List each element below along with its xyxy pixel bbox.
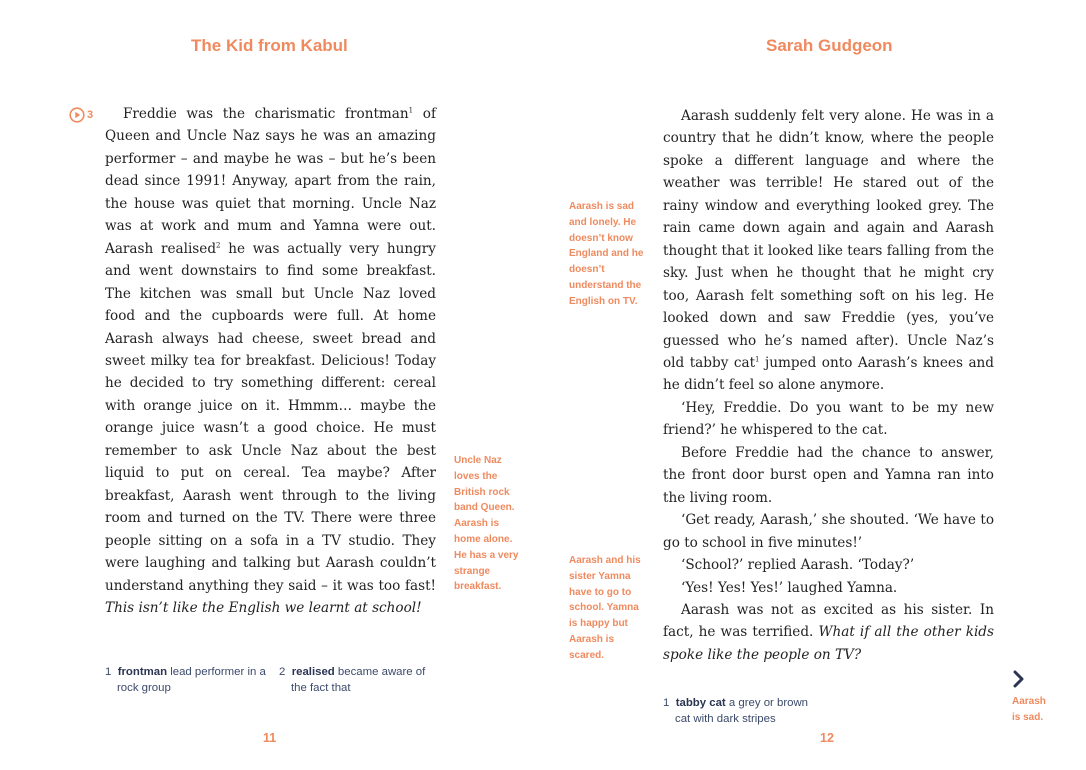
footnote-realised (279, 664, 439, 696)
margin-note-lonely: Aarash is sad and lonely. He doesn’t know England and he doesn’t understand the English on TV. (569, 201, 644, 307)
right-paragraph (663, 599, 994, 666)
right-paragraph: ‘School?’ replied Aarash. ‘Today?’ (681, 557, 915, 574)
footnote-definition: a grey or brown cat with dark stripes (675, 697, 809, 725)
text-segment: Aarash suddenly felt very alone. He was in a country that he didn’t know, where the people spoke a different language and where the weather was terrible! He stared out of the rainy window and everything looked grey. The rain came down again and again and Aarash thought that it looked like tears falling from the sky. Just when he thought that he might cry too, Aarash felt something soft on his leg. He looked down and saw Freddie (yes, you’ve guessed who he’s named after). Uncle Naz’s old tabby cat (663, 108, 994, 371)
footnote-term: tabby cat (675, 697, 726, 709)
footnote-term: frontman (117, 666, 168, 678)
footnote-definition: became aware of the fact that (291, 666, 426, 694)
chevron-right-icon[interactable] (1012, 670, 1026, 688)
page-number-left: 11 (263, 731, 277, 745)
author-name: Sarah Gudgeon (766, 36, 893, 55)
margin-note-school: Aarash and his sister Yamna have to go to school. Yamna is happy but Aarash is scared. (569, 555, 641, 661)
footnote-term: realised (291, 666, 335, 678)
footnote-number: 1 (105, 666, 112, 678)
text-segment: he was actually very hungry and went downstairs to find some breakfast. The kitchen was small but Uncle Naz loved food and the cupboards were full. At home Aarash always had cheese, sweet bread and sweet milky tea for breakfast. Delicious! Today he decided to try something different: cereal with orange juice on it. Hmmm… maybe the orange juice wasn’t a good choice. He must remember to ask Uncle Naz about the best liquid to put on cereal. Tea maybe? After breakfast, Aarash went through to the living room and turned on the TV. There were three people sitting on a sofa in a TV studio. They were laughing and talking but Aarash couldn’t understand anything they said – it was too fast! (105, 240, 436, 594)
italic-thought: What if all the other kids spoke like the people on TV? (663, 624, 994, 663)
footnote-number: 2 (279, 666, 286, 678)
footnote-tabby-cat (663, 695, 823, 727)
audio-track-marker[interactable] (69, 107, 93, 123)
text-segment: Freddie was the charismatic frontman (123, 106, 409, 122)
left-page-text (105, 103, 436, 619)
footnote-definition: lead performer in a rock group (117, 666, 266, 694)
right-page-text (663, 105, 994, 666)
right-paragraph: ‘Hey, Freddie. Do you want to be my new friend?’ he whispered to the cat. (663, 399, 994, 439)
margin-note-sad: Aarash is sad. (1012, 696, 1046, 723)
play-circle-icon[interactable] (69, 107, 85, 123)
text-segment: jumped onto Aarash’s knees and he didn’t feel so alone anymore. (663, 354, 995, 394)
footnote-ref: 1 (755, 355, 760, 364)
margin-note-breakfast: Uncle Naz loves the British rock band Queen. Aarash is home alone. He has a very strange breakfast. (454, 455, 519, 593)
book-title: The Kid from Kabul (191, 36, 348, 55)
footnote-frontman (105, 664, 270, 696)
page-number-right: 12 (820, 731, 834, 745)
text-segment: Aarash was not as excited as his sister. In fact, he was terrified. (663, 601, 994, 641)
right-paragraph: Before Freddie had the chance to answer, the front door burst open and Yamna ran into the living room. (663, 444, 994, 506)
footnote-ref: 1 (408, 106, 414, 115)
right-paragraph: ‘Yes! Yes! Yes!’ laughed Yamna. (681, 579, 898, 596)
right-paragraph: ‘Get ready, Aarash,’ she shouted. ‘We have to go to school in five minutes!’ (663, 512, 994, 551)
footnote-ref: 2 (216, 241, 221, 250)
left-paragraph (105, 103, 436, 619)
italic-thought: This isn’t like the English we learnt at school! (105, 599, 422, 616)
audio-track-number: 3 (87, 109, 94, 121)
footnote-number: 1 (663, 697, 670, 709)
text-segment: of Queen and Uncle Naz says he was an amazing performer – and maybe he was – but he’s been dead since 1991! Anyway, apart from the rain, the house was quiet that morning. Uncle Naz was at work and mum and Yamna were out. Aarash realised (105, 106, 436, 257)
right-paragraph (663, 105, 994, 397)
